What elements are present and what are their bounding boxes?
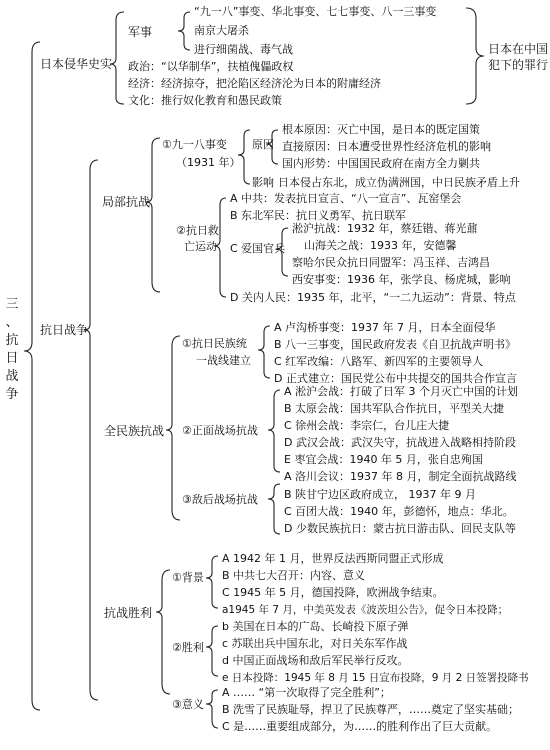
impact-text: 日本侵占东北，成立伪满洲国，中日民族矛盾上升 bbox=[278, 176, 520, 189]
bg-title: ①背景 bbox=[172, 571, 204, 584]
rear-item: D 少数民族抗日：蒙古抗日游击队、回民支队等 bbox=[284, 522, 516, 535]
reason-label: 原因 bbox=[252, 138, 274, 151]
rear-item: B 陕甘宁边区政府成立， 1937 年 9 月 bbox=[284, 488, 477, 501]
united-title-2: 一战线建立 bbox=[196, 354, 251, 367]
reason-item: 根本原因：灭亡中国，是日本的既定国策 bbox=[282, 123, 480, 136]
bg-item: a1945 年 7 月，中美英发表《波茨坦公告》，促令日本投降； bbox=[222, 604, 509, 616]
front-item: D 武汉会战：武汉失守，抗战进入战略相持阶段 bbox=[284, 436, 516, 449]
culture-line: 文化：推行奴化教育和愚民政策 bbox=[128, 94, 282, 107]
root-char: 战 bbox=[5, 369, 19, 384]
officer-item: 淞沪抗战：1932 年，蔡廷锴、蒋光鼐 bbox=[292, 222, 478, 235]
win-item: e 日本投降：1945 年 8 月 15 日宣布投降，9 月 2 日签署投降书 bbox=[222, 672, 529, 684]
sig-item: C 是……重要组成部分，为……的胜利作出了巨大贡献。 bbox=[222, 720, 498, 733]
military-item: 南京大屠杀 bbox=[194, 24, 249, 37]
resist-title-1: ②抗日救 bbox=[176, 224, 219, 237]
sig-title: ③意义 bbox=[172, 698, 204, 711]
win-item: d 中国正面战场和敌后军民举行反攻。 bbox=[222, 654, 409, 667]
military-item: “九一八”事变、华北事变、七七事变、八一三事变 bbox=[194, 5, 437, 18]
local-title: 局部抗战 bbox=[102, 195, 151, 209]
rear-item: C 百团大战：1940 年，彭德怀，地点：华北。 bbox=[284, 505, 514, 518]
rear-title: ③敌后战场抗战 bbox=[182, 493, 258, 506]
root-title bbox=[4, 296, 20, 404]
sep18-title: ①九一八事变 bbox=[162, 138, 227, 151]
crimes-label-1: 日本在中国 bbox=[488, 42, 549, 56]
crimes-label-2: 犯下的罪行 bbox=[488, 58, 549, 72]
resist-item-d: D 关内人民：1935 年，北平，“一二九运动”：背景、特点 bbox=[230, 291, 516, 304]
politics-line: 政治：“以华制华”，扶植傀儡政权 bbox=[128, 60, 294, 73]
military-item: 进行细菌战、毒气战 bbox=[194, 43, 293, 56]
front-title: ②正面战场抗战 bbox=[182, 424, 258, 437]
root-char: 日 bbox=[5, 351, 19, 366]
officer-item: 西安事变：1936 年，张学良、杨虎城，影响 bbox=[292, 273, 511, 286]
united-title-1: ①抗日民族统 bbox=[182, 337, 247, 350]
front-item: A 洛川会议：1937 年 8 月，制定全面抗战路线 bbox=[284, 470, 517, 483]
united-item: B 八一三事变，国民政府发表《自卫抗战声明书》 bbox=[274, 338, 517, 351]
reason-item: 国内形势：中国国民政府在南方全力剿共 bbox=[282, 157, 480, 170]
front-item: B 太原会战：国共军队合作抗日，平型关大捷 bbox=[284, 402, 505, 415]
resist-title-2: 亡运动 bbox=[184, 240, 217, 253]
victory-title: 抗战胜利 bbox=[104, 606, 153, 620]
root-char: 三 bbox=[5, 297, 19, 312]
root-char: 抗 bbox=[5, 333, 19, 348]
sig-item: A …… “第一次取得了完全胜利”； bbox=[222, 686, 391, 699]
united-item: C 红军改编：八路军、新四军的主要领导人 bbox=[274, 355, 484, 368]
impact-label: 影响 bbox=[252, 176, 274, 189]
bg-item: A 1942 年 1 月，世界反法西斯同盟正式形成 bbox=[222, 552, 444, 565]
win-item: b 美国在日本的广岛、长崎投下原子弹 bbox=[222, 620, 409, 633]
bg-item: B 中共七大召开：内容、意义 bbox=[222, 569, 366, 582]
resist-item-a: A 中共：发表抗日宣言、“八一宣言”、瓦窑堡会 bbox=[230, 192, 462, 205]
reason-item: 直接原因：日本遭受世界性经济危机的影响 bbox=[282, 140, 491, 153]
root-char: 、 bbox=[5, 315, 19, 330]
resist-item-b: B 东北军民：抗日义勇军、抗日联军 bbox=[230, 209, 407, 222]
united-item: D 正式建立：国民党公布中共提交的国共合作宣言 bbox=[274, 372, 517, 385]
war-title: 抗日战争 bbox=[40, 323, 89, 337]
military-label: 军事 bbox=[128, 25, 153, 39]
front-item: E 枣宜会战：1940 年 5 月，张自忠殉国 bbox=[284, 453, 483, 466]
japan-title: 日本侵华史实 bbox=[40, 57, 113, 71]
united-item: A 卢沟桥事变：1937 年 7 月，日本全面侵华 bbox=[274, 321, 496, 334]
sig-item: B 洗雪了民族耻辱，捍卫了民族尊严，……奠定了坚实基础； bbox=[222, 703, 520, 716]
sep18-year: （1931 年） bbox=[176, 156, 241, 169]
win-title: ②胜利 bbox=[172, 641, 204, 654]
win-item: c 苏联出兵中国东北，对日关东军作战 bbox=[222, 637, 408, 650]
officer-item: 察哈尔民众抗日同盟军：冯玉祥、吉鸿昌 bbox=[292, 256, 490, 269]
officer-item: 山海关之战：1933 年，安德馨 bbox=[304, 239, 457, 252]
front-item: A 淞沪会战：打破了日军 3 个月灭亡中国的计划 bbox=[284, 385, 519, 398]
full-title: 全民族抗战 bbox=[104, 424, 165, 438]
root-char: 争 bbox=[5, 387, 19, 402]
economy-line: 经济：经济掠夺，把沦陷区经济沦为日本的附庸经济 bbox=[128, 77, 381, 90]
bg-item: C 1945 年 5 月，德国投降，欧洲战争结束。 bbox=[222, 586, 444, 599]
front-item: C 徐州会战：李宗仁，台儿庄大捷 bbox=[284, 419, 450, 432]
officer-label: C 爱国官兵 bbox=[230, 242, 286, 255]
